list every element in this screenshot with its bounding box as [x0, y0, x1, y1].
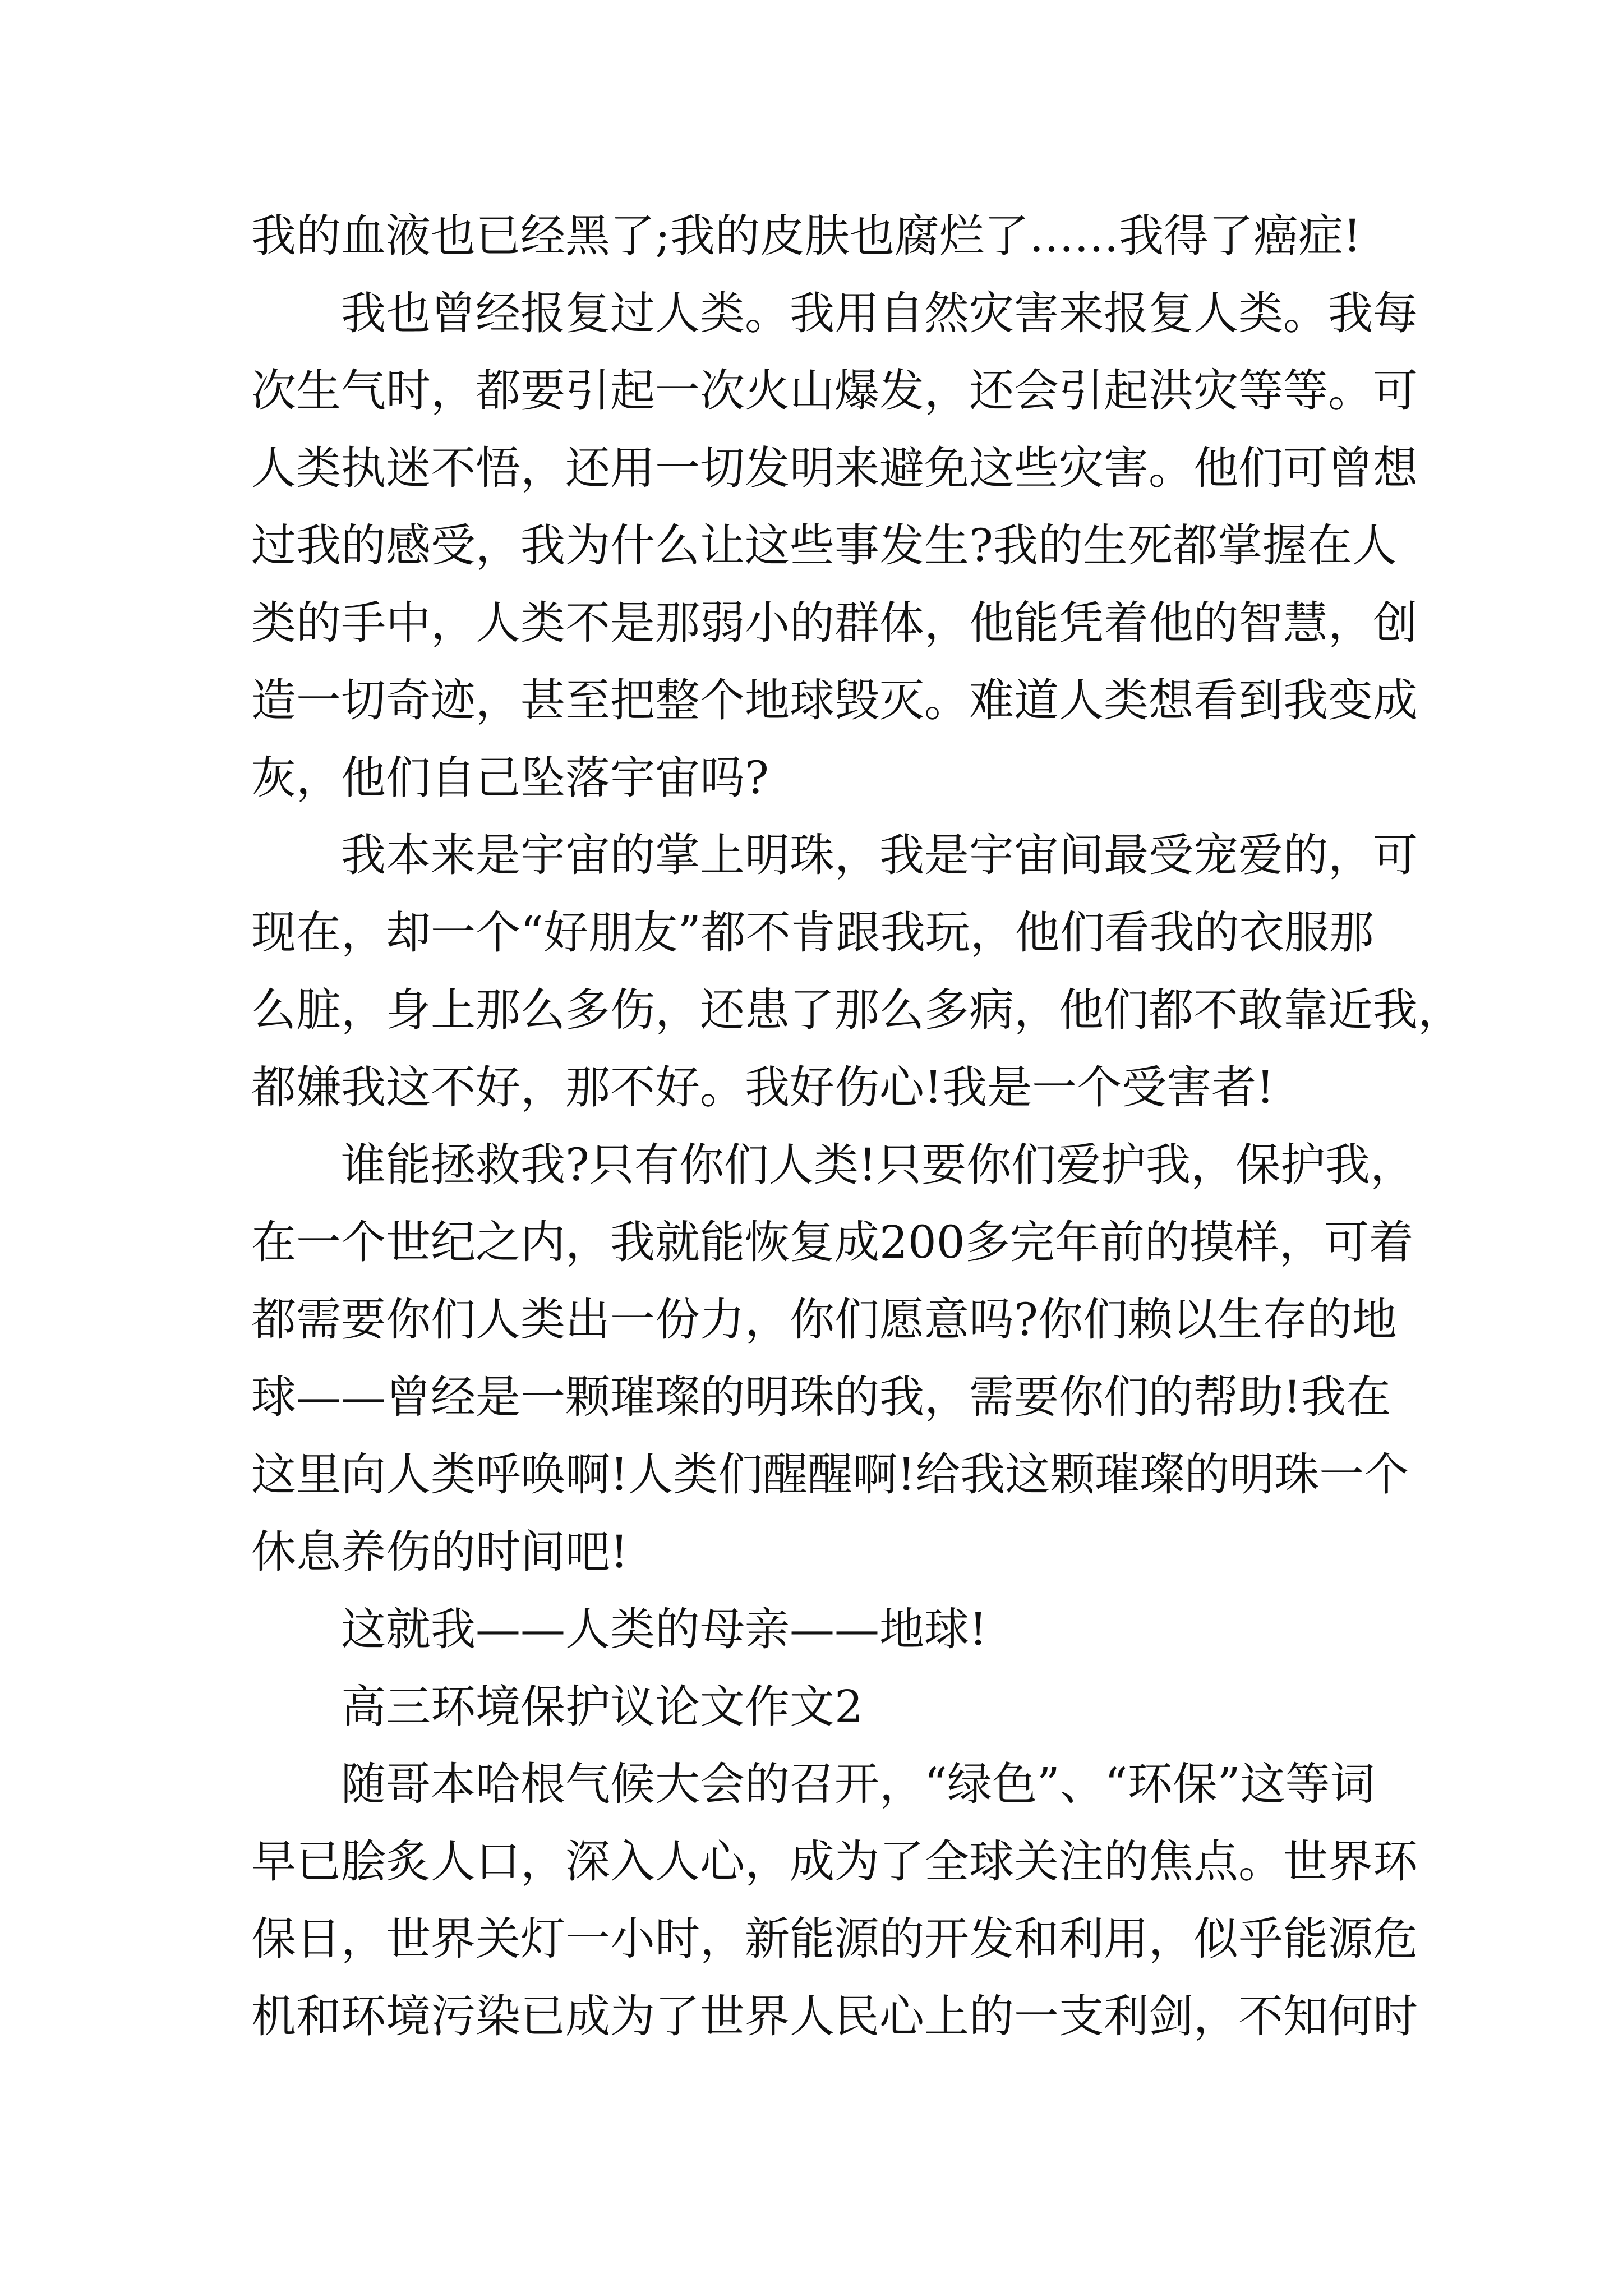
text-line: 灰，他们自己坠落宇宙吗?: [251, 752, 769, 804]
text-line: 类的手中，人类不是那弱小的群体，他能凭着他的智慧，创: [251, 597, 1418, 649]
text-line: 我的血液也已经黑了;我的皮肤也腐烂了……我得了癌症!: [251, 210, 1362, 262]
text-line: 过我的感受，我为什么让这些事发生?我的生死都掌握在人: [251, 519, 1397, 572]
text-line: 么脏，身上那么多伤，还患了那么多病，他们都不敢靠近我，: [251, 984, 1463, 1036]
text-line: 在一个世纪之内，我就能恢复成200多完年前的摸样，可着: [251, 1216, 1414, 1268]
text-line: 都嫌我这不好，那不好。我好伤心!我是一个受害者!: [251, 1061, 1275, 1114]
text-line: 现在，却一个“好朋友”都不肯跟我玩，他们看我的衣服那: [251, 907, 1374, 959]
text-line: 都需要你们人类出一份力，你们愿意吗?你们赖以生存的地: [251, 1294, 1397, 1346]
text-line: 早已脍炙人口，深入人心，成为了全球关注的焦点。世界环: [251, 1835, 1418, 1888]
paragraph-start-line: 我本来是宇宙的掌上明珠，我是宇宙间最受宠爱的，可: [341, 829, 1418, 881]
text-line: 造一切奇迹，甚至把整个地球毁灭。难道人类想看到我变成: [251, 674, 1418, 726]
paragraph-start-line: 随哥本哈根气候大会的召开，“绿色”、“环保”这等词: [341, 1758, 1375, 1810]
text-line: 机和环境污染已成为了世界人民心上的一支利剑，不知何时: [251, 1990, 1418, 2042]
article-body: [251, 197, 1463, 2055]
text-line: 这里向人类呼唤啊!人类们醒醒啊!给我这颗璀璨的明珠一个: [251, 1448, 1409, 1501]
text-line: 球——曾经是一颗璀璨的明珠的我，需要你们的帮助!我在: [251, 1371, 1391, 1423]
paragraph-start-line: 这就我——人类的母亲——地球!: [341, 1603, 988, 1655]
text-line: 保日，世界关灯一小时，新能源的开发和利用，似乎能源危: [251, 1913, 1418, 1965]
paragraph-start-line: 谁能拯救我?只有你们人类!只要你们爱护我，保护我，: [341, 1139, 1415, 1191]
text-line: 人类执迷不悟，还用一切发明来避免这些灾害。他们可曾想: [251, 442, 1418, 494]
text-line: 次生气时，都要引起一次火山爆发，还会引起洪灾等等。可: [251, 365, 1418, 417]
paragraph-start-line: 我也曾经报复过人类。我用自然灾害来报复人类。我每: [341, 287, 1418, 339]
text-line: 休息养伤的时间吧!: [251, 1526, 629, 1578]
section-heading: 高三环境保护议论文作文2: [341, 1681, 863, 1733]
